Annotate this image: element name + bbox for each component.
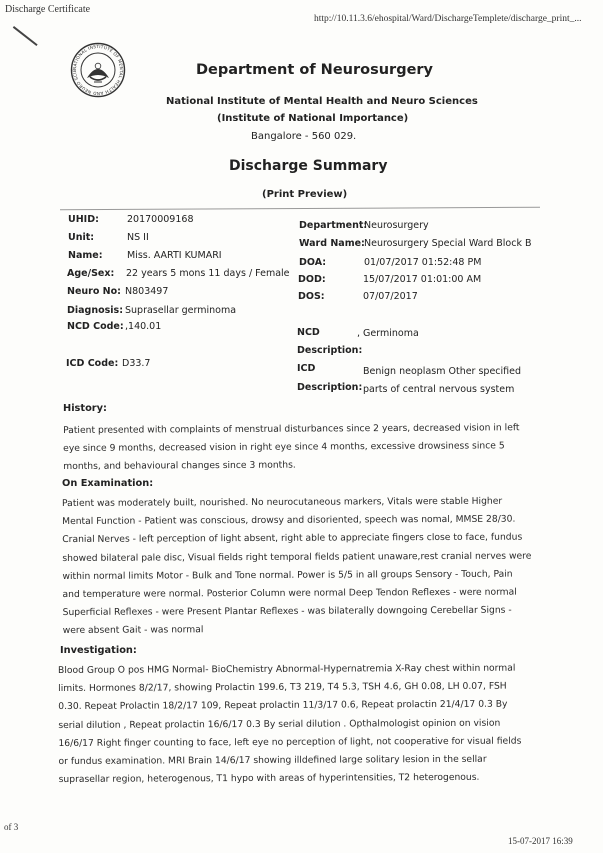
diagnosis-label: Diagnosis: <box>67 305 124 316</box>
examination-line: and temperature were normal. Posterior Column were normal Deep Tendon Reflexes - were normal <box>62 586 517 600</box>
icd-code-label: ICD Code: <box>66 358 119 369</box>
examination-line: Patient was moderately built, nourished. No neurocutaneous markers, Vitals were stable Higher <box>62 495 503 509</box>
page-counter: of 3 <box>4 822 19 832</box>
ncd-description-label-2: Description: <box>297 345 363 356</box>
patient-name: Miss. AARTI KUMARI <box>127 250 222 261</box>
uhid-value: 20170009168 <box>127 214 194 225</box>
department-value: Neurosurgery <box>364 220 429 231</box>
investigation-line: 0.30. Repeat Prolactin 18/2/17 109, Repeat prolactin 11/3/17 0.6, Repeat prolactin 21/4/17 0.3 By <box>58 699 508 713</box>
print-preview-label: (Print Preview) <box>262 189 348 200</box>
icd-description-value-1: Benign neoplasm Other specified <box>363 366 522 377</box>
seal-ring-text: NATIONAL INSTITUTE OF MENTAL HEALTH AND NEURO SCIE <box>72 44 124 96</box>
pen-mark <box>13 26 38 46</box>
print-header-title: Discharge Certificate <box>5 4 91 15</box>
institute-address: Bangalore - 560 029. <box>251 131 357 142</box>
examination-line: were absent Gait - was normal <box>62 624 204 637</box>
investigation-line: serial dilution , Repeat prolactin 16/6/17 0.3 By serial dilution . Opthalmologist opinion on vision <box>58 717 501 731</box>
diagnosis-value: Suprasellar germinoma <box>125 305 237 316</box>
document-title: Discharge Summary <box>229 158 388 174</box>
ncd-description-label-1: NCD <box>297 327 320 338</box>
examination-line: Superficial Reflexes - were Present Plantar Reflexes - was bilaterally downgoing Cerebellar Signs - <box>62 604 512 619</box>
agesex-label: Age/Sex: <box>67 268 115 279</box>
institute-name: National Institute of Mental Health and Neuro Sciences <box>166 96 478 107</box>
print-header-url: http://10.11.3.6/ehospital/Ward/DischargeTemplete/discharge_print_... <box>314 14 582 24</box>
examination-paragraph <box>62 493 532 641</box>
investigation-heading: Investigation: <box>60 645 137 656</box>
dos-label: DOS: <box>298 291 325 302</box>
doa-label: DOA: <box>299 257 327 268</box>
icd-description-label-1: ICD <box>297 363 316 374</box>
dod-label: DOD: <box>298 274 326 285</box>
unit-label: Unit: <box>68 232 95 243</box>
investigation-line: or fundus examination. MRI Brain 14/6/17 showing illdefined large solitary lesion in the sellar <box>58 753 487 767</box>
department-heading: Department of Neurosurgery <box>196 62 434 78</box>
ncd-description-value: , Germinoma <box>357 328 419 339</box>
institute-status: (Institute of National Importance) <box>217 113 409 124</box>
icd-description-label-2: Description: <box>297 382 363 393</box>
agesex-value: 22 years 5 mons 11 days / Female <box>126 268 290 279</box>
neuro-no-value: N803497 <box>125 286 169 297</box>
investigation-line: limits. Hormones 8/2/17, showing Prolactin 199.6, T3 219, T4 5.3, TSH 4.6, GH 0.08, LH 0.07, FSH <box>58 680 507 695</box>
uhid-label: UHID: <box>68 214 99 225</box>
print-timestamp: 15-07-2017 16:39 <box>508 836 573 846</box>
history-line: months, and behavioural changes since 3 months. <box>63 459 296 473</box>
ncd-code-value: ,140.01 <box>125 321 162 332</box>
unit-value: NS II <box>127 232 149 243</box>
header-divider <box>60 207 540 211</box>
examination-line: within normal limits Motor - Bulk and Tone normal. Power is 5/5 in all groups Sensory - Touch, Pain <box>62 568 513 582</box>
name-label: Name: <box>68 250 103 261</box>
ward-value: Neurosurgery Special Ward Block B <box>364 238 532 249</box>
history-line: eye since 9 months, decreased vision in right eye since 4 months, excessive drowsiness since 5 <box>63 440 505 455</box>
department-label: Department: <box>299 220 368 231</box>
icd-code-value: D33.7 <box>122 358 151 369</box>
history-line: Patient presented with complaints of menstrual disturbances since 2 years, decreased vision in left <box>63 422 520 436</box>
institute-seal-logo <box>70 42 126 98</box>
investigation-line: Blood Group O pos HMG Normal- BioChemistry Abnormal-Hypernatremia X-Ray chest within normal <box>58 662 516 676</box>
doa-value: 01/07/2017 01:52:48 PM <box>364 257 482 268</box>
neuro-no-label: Neuro No: <box>67 286 121 297</box>
dod-value: 15/07/2017 01:01:00 AM <box>363 274 482 285</box>
history-paragraph <box>63 419 520 476</box>
investigation-line: suprasellar region, heterogenous, T1 hypo with areas of hyperintensities, T2 heterogenous. <box>58 771 480 786</box>
ward-label: Ward Name: <box>299 238 365 249</box>
investigation-paragraph <box>58 660 522 790</box>
icd-description-value-2: parts of central nervous system <box>363 384 515 395</box>
examination-line: Cranial Nerves - left perception of light absent, right able to appreciate fingers close to face, fundus <box>62 531 523 546</box>
examination-line: Mental Function - Patient was conscious, drowsy and disoriented, speech was nomal, MMSE 28/30. <box>62 513 516 528</box>
examination-heading: On Examination: <box>62 478 154 489</box>
investigation-line: 16/6/17 Right finger counting to face, left eye no perception of light, not cooperative for visual fields <box>58 735 522 749</box>
ncd-code-label: NCD Code: <box>67 321 124 332</box>
dos-value: 07/07/2017 <box>363 291 418 302</box>
examination-line: showed bilateral pale disc, Visual fields right temporal fields patient unaware,rest cranial nerves were <box>62 550 532 564</box>
history-heading: History: <box>63 403 107 414</box>
